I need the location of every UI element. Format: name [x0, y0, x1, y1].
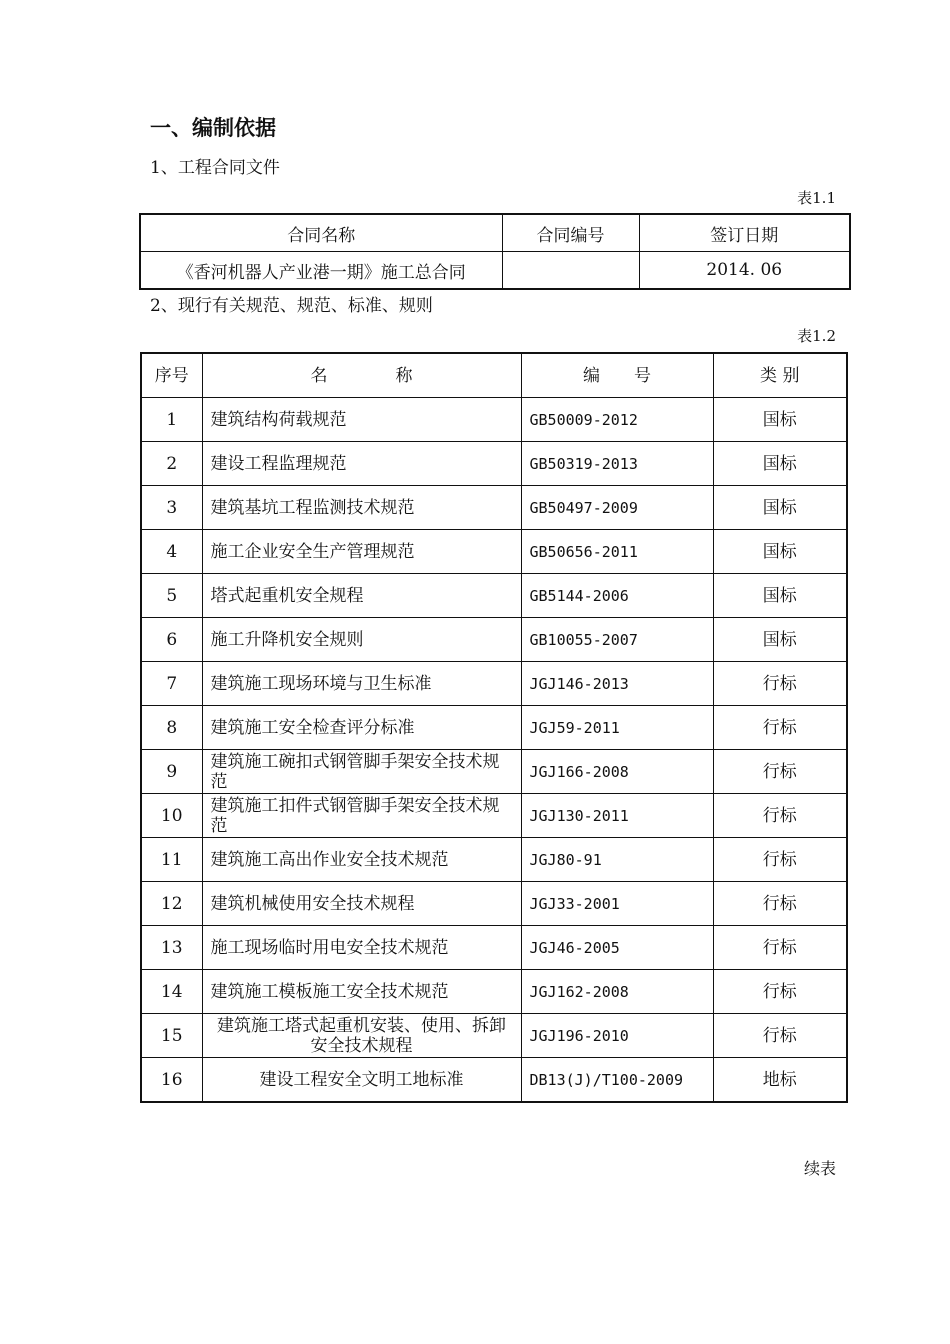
table-row	[141, 574, 847, 618]
table-row	[141, 750, 847, 794]
table-row	[141, 1014, 847, 1058]
header-contract-name: 合同名称	[140, 214, 502, 252]
table-row	[141, 486, 847, 530]
subsection-title-contracts: 1、工程合同文件	[150, 158, 280, 178]
table-1-2-tag: 表1.2	[797, 327, 836, 345]
row-index: 8	[141, 706, 202, 750]
row-name: 建设工程监理规范	[202, 442, 521, 486]
header-category: 类 别	[713, 353, 847, 398]
row-name: 建筑施工高出作业安全技术规范	[202, 838, 521, 882]
row-category: 国标	[713, 530, 847, 574]
row-index: 3	[141, 486, 202, 530]
row-code: GB10055-2007	[521, 618, 713, 662]
row-index: 16	[141, 1058, 202, 1103]
row-index: 6	[141, 618, 202, 662]
row-category: 行标	[713, 882, 847, 926]
table-row	[141, 794, 847, 838]
row-category: 行标	[713, 1014, 847, 1058]
row-name: 建筑施工模板施工安全技术规范	[202, 970, 521, 1014]
row-name: 施工升降机安全规则	[202, 618, 521, 662]
row-index: 7	[141, 662, 202, 706]
row-category: 国标	[713, 442, 847, 486]
table-row	[141, 882, 847, 926]
table-row	[141, 442, 847, 486]
row-code: DB13(J)/T100-2009	[521, 1058, 713, 1103]
row-category: 行标	[713, 662, 847, 706]
row-code: GB50497-2009	[521, 486, 713, 530]
row-code: JGJ162-2008	[521, 970, 713, 1014]
row-category: 国标	[713, 574, 847, 618]
row-index: 14	[141, 970, 202, 1014]
row-name: 建筑施工现场环境与卫生标准	[202, 662, 521, 706]
sign-date-cell: 2014. 06	[639, 252, 850, 290]
row-name: 建筑施工碗扣式钢管脚手架安全技术规范	[202, 750, 521, 794]
table-row	[141, 1058, 847, 1103]
row-category: 国标	[713, 618, 847, 662]
row-index: 11	[141, 838, 202, 882]
row-name: 建设工程安全文明工地标准	[202, 1058, 521, 1103]
row-category: 地标	[713, 1058, 847, 1103]
row-category: 行标	[713, 926, 847, 970]
table-row	[141, 970, 847, 1014]
table-header-row	[141, 353, 847, 398]
row-code: JGJ80-91	[521, 838, 713, 882]
row-name: 施工企业安全生产管理规范	[202, 530, 521, 574]
row-category: 行标	[713, 706, 847, 750]
table-row	[140, 252, 850, 290]
standards-table	[140, 352, 848, 1103]
header-contract-number: 合同编号	[502, 214, 639, 252]
row-name: 建筑施工扣件式钢管脚手架安全技术规范	[202, 794, 521, 838]
table-row	[141, 926, 847, 970]
row-code: JGJ59-2011	[521, 706, 713, 750]
section-heading: 一、编制依据	[150, 116, 276, 140]
row-code: JGJ146-2013	[521, 662, 713, 706]
row-name: 建筑机械使用安全技术规程	[202, 882, 521, 926]
table-row	[141, 398, 847, 442]
row-index: 4	[141, 530, 202, 574]
row-index: 10	[141, 794, 202, 838]
row-index: 1	[141, 398, 202, 442]
row-category: 国标	[713, 486, 847, 530]
table-row	[141, 618, 847, 662]
row-code: JGJ166-2008	[521, 750, 713, 794]
row-category: 国标	[713, 398, 847, 442]
table-header-row	[140, 214, 850, 252]
table-row	[141, 662, 847, 706]
table-row	[141, 530, 847, 574]
row-index: 9	[141, 750, 202, 794]
header-sign-date: 签订日期	[639, 214, 850, 252]
row-code: GB50009-2012	[521, 398, 713, 442]
row-index: 2	[141, 442, 202, 486]
contract-number-cell	[502, 252, 639, 290]
row-index: 12	[141, 882, 202, 926]
contract-table	[139, 213, 851, 290]
row-code: GB5144-2006	[521, 574, 713, 618]
row-code: JGJ46-2005	[521, 926, 713, 970]
row-category: 行标	[713, 970, 847, 1014]
row-code: GB50319-2013	[521, 442, 713, 486]
row-code: GB50656-2011	[521, 530, 713, 574]
row-category: 行标	[713, 750, 847, 794]
row-code: JGJ33-2001	[521, 882, 713, 926]
row-category: 行标	[713, 838, 847, 882]
row-code: JGJ130-2011	[521, 794, 713, 838]
row-name: 建筑结构荷载规范	[202, 398, 521, 442]
table-1-1-tag: 表1.1	[797, 189, 836, 207]
subsection-title-standards: 2、现行有关规范、规范、标准、规则	[150, 296, 433, 316]
row-category: 行标	[713, 794, 847, 838]
row-name: 塔式起重机安全规程	[202, 574, 521, 618]
header-index: 序号	[141, 353, 202, 398]
header-code: 编 号	[521, 353, 713, 398]
row-name: 建筑施工安全检查评分标准	[202, 706, 521, 750]
header-name: 名 称	[202, 353, 521, 398]
row-code: JGJ196-2010	[521, 1014, 713, 1058]
row-index: 5	[141, 574, 202, 618]
contract-name-cell: 《香河机器人产业港一期》施工总合同	[140, 252, 502, 290]
row-name: 施工现场临时用电安全技术规范	[202, 926, 521, 970]
table-row	[141, 838, 847, 882]
row-index: 15	[141, 1014, 202, 1058]
row-name: 建筑施工塔式起重机安装、使用、拆卸安全技术规程	[202, 1014, 521, 1058]
table-row	[141, 706, 847, 750]
row-name: 建筑基坑工程监测技术规范	[202, 486, 521, 530]
row-index: 13	[141, 926, 202, 970]
continued-label: 续表	[803, 1159, 836, 1178]
